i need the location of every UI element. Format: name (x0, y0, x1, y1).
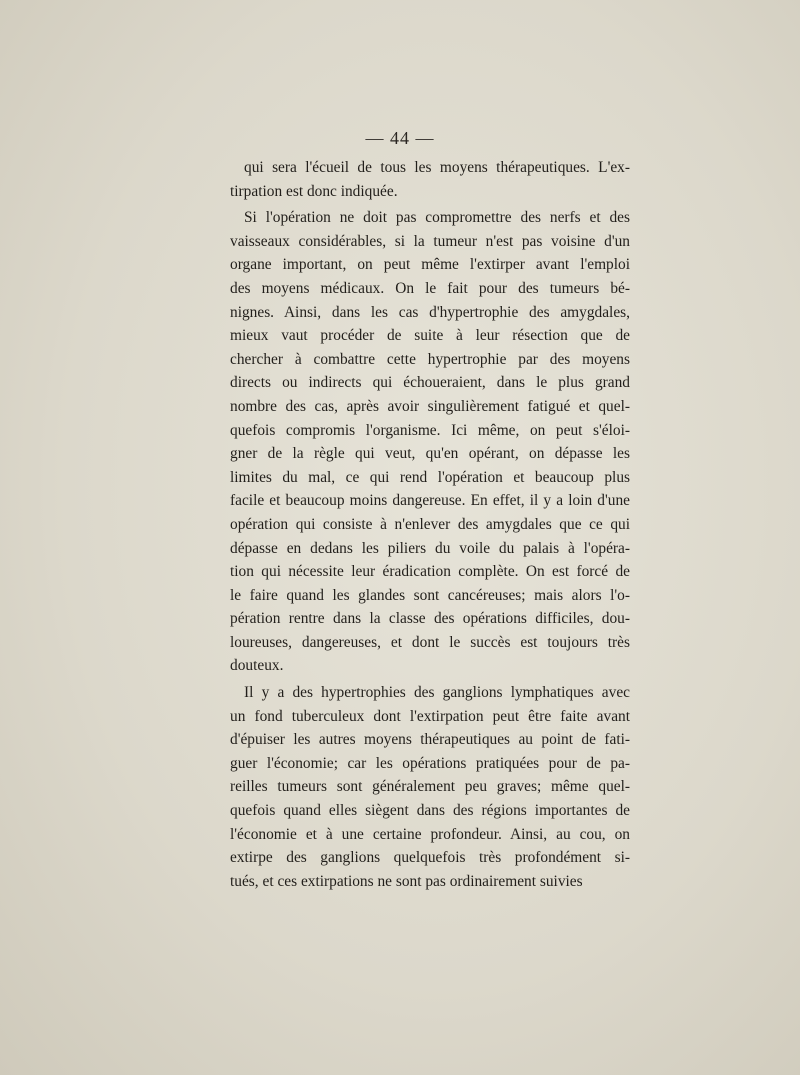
text-line: des moyens médicaux. On le fait pour des tumeurs bé- (230, 279, 630, 297)
paragraph (230, 681, 630, 893)
text-line: Il y a des hypertrophies des ganglions lymphatiques avec (244, 684, 630, 702)
text-line: nignes. Ainsi, dans les cas d'hypertrophie des amygdales, (230, 303, 630, 321)
paragraph (230, 156, 630, 203)
paragraph (230, 206, 630, 678)
text-line: l'économie et à une certaine profondeur. Ainsi, au cou, on (230, 825, 630, 843)
text-line: reilles tumeurs sont généralement peu graves; même quel- (230, 778, 630, 796)
text-line: opération qui consiste à n'enlever des amygdales que ce qui (230, 515, 630, 533)
text-line: le faire quand les glandes sont cancéreuses; mais alors l'o- (230, 586, 630, 604)
text-line: quefois quand elles siègent dans des régions importantes de (230, 802, 630, 820)
text-line: pération rentre dans la classe des opérations difficiles, dou- (230, 610, 630, 628)
text-line: facile et beaucoup moins dangereuse. En effet, il y a loin d'une (230, 492, 630, 510)
text-line: limites du mal, ce qui rend l'opération et beaucoup plus (230, 468, 630, 486)
text-line: chercher à combattre cette hypertrophie par des moyens (230, 350, 630, 368)
text-line: dépasse en dedans les piliers du voile du palais à l'opéra- (230, 539, 630, 557)
text-line: un fond tuberculeux dont l'extirpation peut être faite avant (230, 707, 630, 725)
text-line: nombre des cas, après avoir singulièrement fatigué et quel- (230, 397, 630, 415)
text-line: mieux vaut procéder de suite à leur résection que de (230, 327, 630, 345)
text-line: tués, et ces extirpations ne sont pas ordinairement suivies (230, 872, 583, 890)
text-line: d'épuiser les autres moyens thérapeutiques au point de fati- (230, 731, 630, 749)
text-line: quefois compromis l'organisme. Ici même, on peut s'éloi- (230, 421, 630, 439)
body-text (230, 156, 630, 893)
text-line: Si l'opération ne doit pas compromettre des nerfs et des (244, 209, 630, 227)
text-line: vaisseaux considérables, si la tumeur n'est pas voisine d'un (230, 232, 630, 250)
text-line: directs ou indirects qui échoueraient, dans le plus grand (230, 374, 630, 392)
text-line: loureuses, dangereuses, et dont le succès est toujours très (230, 633, 630, 651)
page-number: — 44 — (365, 128, 435, 148)
text-line: extirpe des ganglions quelquefois très profondément si- (230, 849, 630, 867)
text-line: gner de la règle qui veut, qu'en opérant, on dépasse les (230, 445, 630, 463)
text-line: douteux. (230, 657, 284, 675)
text-line: qui sera l'écueil de tous les moyens thérapeutiques. L'ex- (244, 159, 630, 176)
text-line: organe important, on peut même l'extirper avant l'emploi (230, 256, 630, 274)
text-line: tirpation est donc indiquée. (230, 182, 398, 200)
text-line: tion qui nécessite leur éradication complète. On est forcé de (230, 563, 630, 581)
text-line: guer l'économie; car les opérations pratiquées pour de pa- (230, 754, 630, 772)
